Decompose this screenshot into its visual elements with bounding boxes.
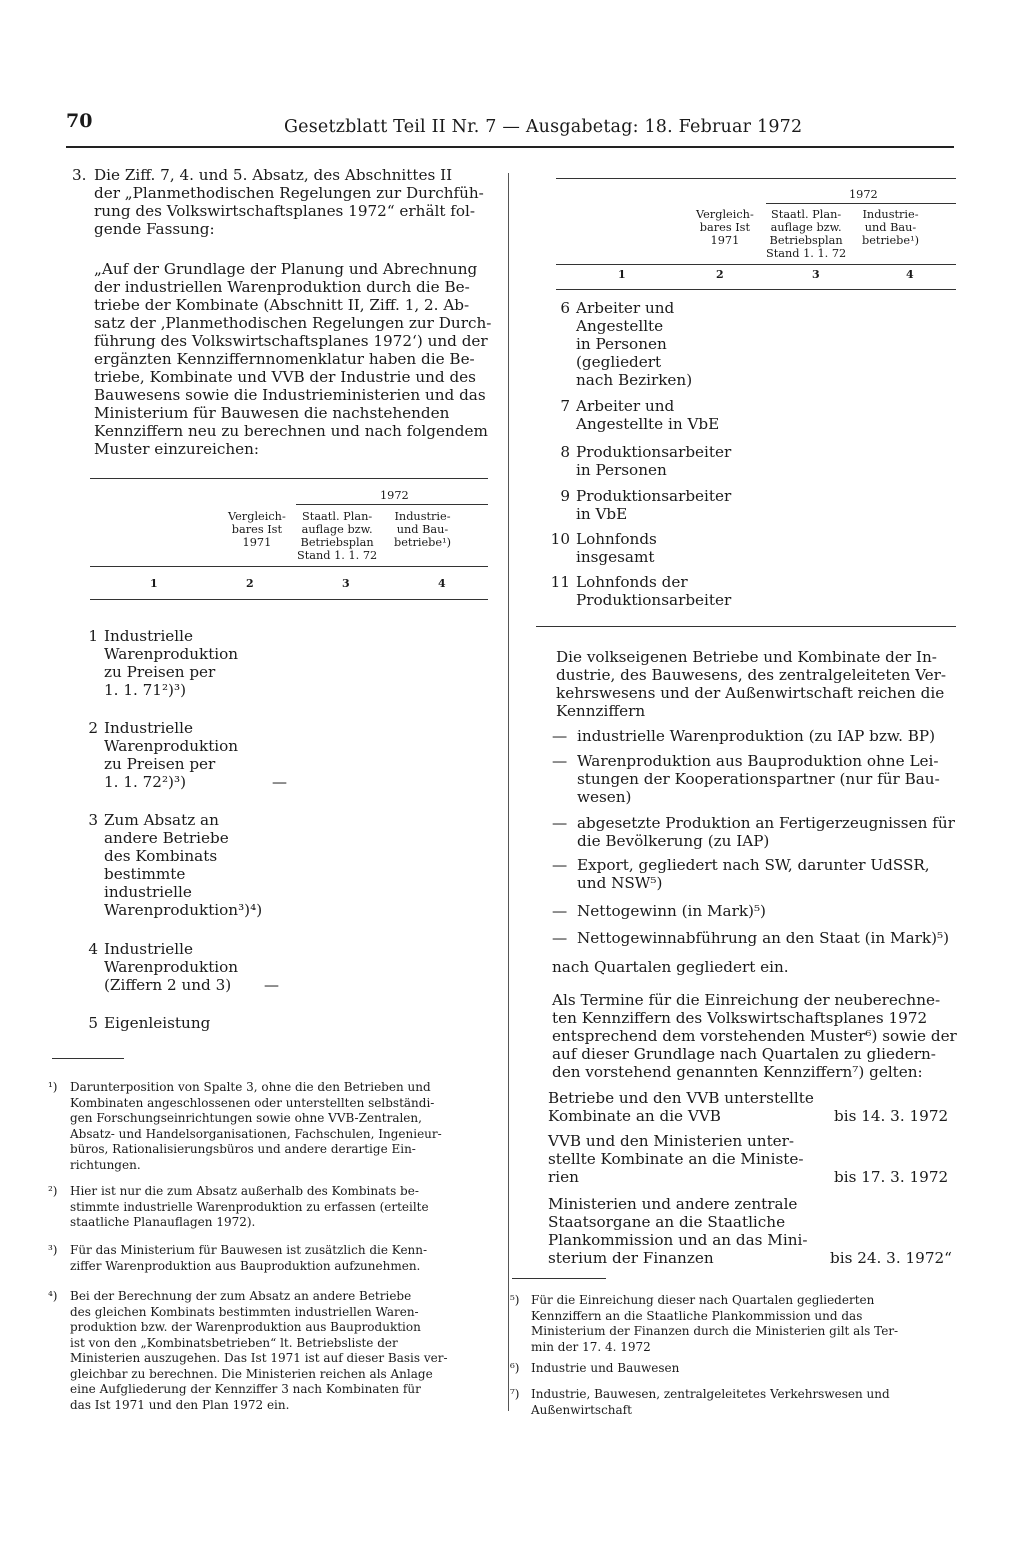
footnote-mark: ⁶) (510, 1361, 520, 1375)
intro-line: Die Ziff. 7, 4. und 5. Absatz, des Abschnittes II (94, 166, 453, 184)
footnote-mark: ¹) (48, 1080, 58, 1094)
row-label-line: (gegliedert (576, 353, 662, 371)
col-head-line: und Bau- (396, 523, 449, 536)
footnote-mark: ²) (48, 1184, 58, 1198)
table-year: 1972 (380, 489, 409, 502)
row-label (104, 940, 238, 994)
footnote-line: Außenwirtschaft (531, 1402, 632, 1417)
row-label (576, 573, 731, 609)
col-head-line: auflage bzw. (301, 523, 373, 536)
quote-line: Bauwesens sowie die Industrieministerien und das (94, 386, 486, 404)
row-number: 3 (88, 811, 98, 829)
row-dash: — (264, 976, 279, 994)
r-table-mid-rule (556, 264, 956, 265)
footnote-mark: ⁴) (48, 1289, 58, 1303)
r-col-head-betriebe (862, 208, 919, 247)
footnote-line: büros, Rationalisierungsbüros und andere derartige Ein- (70, 1142, 416, 1156)
col-head-betriebe (394, 510, 451, 549)
row-label-line: (Ziffern 2 und 3) (104, 976, 232, 994)
column-number: 2 (246, 577, 254, 590)
deadline-line: Staatsorgane an die Staatliche (548, 1213, 786, 1231)
intro-line: rung des Volkswirtschaftsplanes 1972“ erhält fol- (94, 202, 476, 220)
deadline-line: Plankommission und an das Mini- (548, 1231, 808, 1249)
row-label-line: des Kombinats (104, 847, 218, 865)
bullet-dash: — (552, 902, 568, 920)
col-head-line: Industrie- (394, 510, 451, 523)
footnote-text (531, 1387, 945, 1418)
footnote-text (70, 1289, 482, 1413)
row-label (104, 627, 238, 699)
col-head-vergleich (228, 510, 286, 549)
row-label-line: Arbeiter und (576, 397, 675, 415)
row-label (576, 530, 657, 566)
footnote-line: Kennziffern an die Staatliche Plankommission und das (531, 1308, 863, 1323)
bullet-text (577, 727, 947, 745)
row-label-line: Eigenleistung (104, 1014, 211, 1032)
paragraph-line: Die volkseigenen Betriebe und Kombinate der In- (556, 648, 937, 666)
deadline-line: stellte Kombinate an die Ministe- (548, 1150, 804, 1168)
row-label-line: 1. 1. 71²)³) (104, 681, 186, 699)
intro-paragraph (94, 166, 494, 238)
paragraph-line: den vorstehend genannten Kennziffern⁷) gelten: (552, 1063, 923, 1081)
bullet-line: die Bevölkerung (zu IAP) (577, 832, 770, 850)
bullet-line: industrielle Warenproduktion (zu IAP bzw. BP) (577, 727, 936, 745)
row-label-line: industrielle (104, 883, 192, 901)
footnote-line: Für die Einreichung dieser nach Quartalen gegliederten (531, 1293, 875, 1307)
row-label-line: Lohnfonds (576, 530, 657, 548)
bullet-text (577, 814, 955, 850)
column-divider (508, 173, 509, 1411)
footnote-line: eine Aufgliederung der Kennziffer 3 nach Kombinaten für (70, 1382, 421, 1396)
table-sub-rule (90, 599, 488, 600)
col-head-line: Stand 1. 1. 72 (297, 549, 378, 562)
row-label-line: Produktionsarbeiter (576, 591, 732, 609)
footnote-rule (52, 1058, 124, 1059)
footnote-line: gen Forschungseinrichtungen sowie ohne VVB-Zentralen, (70, 1111, 422, 1125)
footnote-mark: ³) (48, 1243, 58, 1257)
bullet-text (577, 856, 947, 892)
r-table-year: 1972 (849, 188, 878, 201)
row-number: 10 (550, 530, 570, 548)
footnote-line: Ministerium der Finanzen durch die Ministerien gilt als Ter- (531, 1324, 899, 1338)
footnote-line: das Ist 1971 und den Plan 1972 ein. (70, 1397, 290, 1412)
bullet-line: Export, gegliedert nach SW, darunter UdSSR, (577, 856, 930, 874)
row-label-line: in Personen (576, 461, 667, 479)
row-label (576, 443, 731, 479)
row-label (104, 811, 262, 919)
quote-line: ergänzten Kennziffernnomenklatur haben die Be- (94, 350, 475, 368)
col-head-line: 1971 (242, 536, 272, 549)
row-label-line: Produktionsarbeiter (576, 443, 732, 461)
footnote-line: Kombinaten angeschlossenen oder unterstellten selbständi- (70, 1095, 435, 1110)
row-label-line: andere Betriebe (104, 829, 229, 847)
bullet-line: Nettogewinn (in Mark)⁵) (577, 902, 766, 920)
column-number: 4 (438, 577, 446, 590)
paragraph-line: Als Termine für die Einreichung der neuberechne- (552, 991, 941, 1009)
footnote-line: ziffer Warenproduktion aus Bauproduktion aufzunehmen. (70, 1258, 421, 1273)
column-number: 3 (812, 268, 820, 281)
table-top-rule (90, 478, 488, 479)
r-col-head-plan (766, 208, 846, 260)
footnote-mark: ⁷) (510, 1387, 520, 1401)
row-label-line: in Personen (576, 335, 667, 353)
paragraph-termine (552, 991, 957, 1081)
quote-line: satz der ‚Planmethodischen Regelungen zur Durch- (94, 314, 492, 332)
paragraph-kennziffern (556, 648, 950, 720)
bullet-text (577, 929, 950, 947)
bullet-line: Warenproduktion aus Bauproduktion ohne Lei- (577, 752, 939, 770)
footnote-line: staatliche Planauflagen 1972). (70, 1215, 256, 1229)
col-head-line: betriebe¹) (394, 536, 452, 549)
row-number: 6 (560, 299, 570, 317)
deadline-date: bis 14. 3. 1972 (834, 1107, 949, 1125)
deadline-text (548, 1132, 803, 1186)
col-head-line: Vergleich- (228, 510, 286, 523)
row-label (576, 397, 719, 433)
col-head-line: betriebe¹) (862, 234, 920, 247)
quote-line: Muster einzureichen: (94, 440, 259, 458)
quote-line: führung des Volkswirtschaftsplanes 1972‘) und der (94, 332, 488, 350)
row-label-line: nach Bezirken) (576, 371, 693, 389)
col-head-line: und Bau- (864, 221, 917, 234)
footnote-line: Ministerien auszugehen. Das Ist 1971 ist auf dieser Basis ver- (70, 1351, 448, 1365)
quote-line: Ministerium für Bauwesen die nachstehenden (94, 404, 450, 422)
column-number: 1 (618, 268, 626, 281)
row-label (104, 719, 238, 791)
deadline-line: rien (548, 1168, 579, 1186)
row-label-line: Warenproduktion (104, 737, 239, 755)
col-head-line: 1971 (710, 234, 740, 247)
row-number: 2 (88, 719, 98, 737)
r-footnote-rule (512, 1278, 606, 1279)
bullet-dash: — (552, 727, 568, 745)
quote-paragraph (94, 260, 494, 458)
col-head-line: Betriebsplan (300, 536, 374, 549)
col-head-line: Staatl. Plan- (771, 208, 842, 221)
footnote-text (531, 1293, 945, 1355)
r-table-top-rule (556, 178, 956, 179)
row-label-line: Zum Absatz an (104, 811, 219, 829)
intro-number: 3. (72, 166, 87, 184)
deadline-line: Ministerien und andere zentrale (548, 1195, 798, 1213)
row-label-line: Warenproduktion (104, 645, 239, 663)
deadline-text (548, 1089, 814, 1125)
col-head-line: Industrie- (862, 208, 919, 221)
col-head-line: Stand 1. 1. 72 (766, 247, 847, 260)
paragraph-line: auf dieser Grundlage nach Quartalen zu gliedern- (552, 1045, 936, 1063)
row-dash: — (272, 773, 287, 791)
row-label (104, 1014, 210, 1032)
row-label-line: Industrielle (104, 627, 193, 645)
footnote-line: Industrie und Bauwesen (531, 1361, 680, 1375)
footnote-text (70, 1080, 482, 1173)
row-label-line: Industrielle (104, 719, 193, 737)
deadline-line: Kombinate an die VVB (548, 1107, 721, 1125)
r-col-head-vergleich (696, 208, 754, 247)
quote-line: Kennziffern neu zu berechnen und nach folgendem (94, 422, 488, 440)
r-table-bottom-rule (536, 626, 956, 627)
col-head-line: Vergleich- (696, 208, 754, 221)
row-label-line: zu Preisen per (104, 755, 216, 773)
footnote-text (70, 1184, 482, 1231)
deadline-line: Betriebe und den VVB unterstellte (548, 1089, 814, 1107)
quote-line: triebe der Kombinate (Abschnitt II, Ziff. 1, 2. Ab- (94, 296, 470, 314)
row-number: 11 (550, 573, 570, 591)
deadline-text (548, 1195, 807, 1267)
bullet-dash: — (552, 856, 568, 874)
row-label-line: in VbE (576, 505, 628, 523)
deadline-date: bis 24. 3. 1972“ (830, 1249, 952, 1267)
intro-line: der „Planmethodischen Regelungen zur Durchfüh- (94, 184, 484, 202)
col-head-plan (297, 510, 377, 562)
bullet-dash: — (552, 814, 568, 832)
footnote-line: Industrie, Bauwesen, zentralgeleitetes Verkehrswesen und (531, 1387, 890, 1401)
col-head-line: bares Ist (699, 221, 751, 234)
r-year-rule (766, 203, 956, 204)
r-table-sub-rule (556, 289, 956, 290)
footnote-line: Hier ist nur die zum Absatz außerhalb des Kombinats be- (70, 1184, 419, 1198)
row-label-line: insgesamt (576, 548, 655, 566)
footnote-line: des gleichen Kombinats bestimmten industriellen Waren- (70, 1304, 419, 1319)
column-number: 4 (906, 268, 914, 281)
row-number: 9 (560, 487, 570, 505)
row-label-line: Industrielle (104, 940, 193, 958)
bullet-text (577, 902, 947, 920)
paragraph-end: nach Quartalen gegliedert ein. (552, 958, 789, 976)
col-head-line: auflage bzw. (770, 221, 842, 234)
row-label-line: Warenproduktion (104, 958, 239, 976)
row-label (576, 487, 731, 523)
footnote-line: Absatz- und Handelsorganisationen, Fachschulen, Ingenieur- (70, 1126, 442, 1141)
intro-line: gende Fassung: (94, 220, 215, 238)
bullet-line: stungen der Kooperationspartner (nur für Bau- (577, 770, 940, 788)
footnote-line: min der 17. 4. 1972 (531, 1339, 651, 1354)
footnote-line: Bei der Berechnung der zum Absatz an andere Betriebe (70, 1289, 412, 1303)
year-rule (296, 504, 488, 505)
column-number: 1 (150, 577, 158, 590)
header-rule (66, 146, 954, 148)
row-label-line: Lohnfonds der (576, 573, 688, 591)
quote-line: der industriellen Warenproduktion durch die Be- (94, 278, 470, 296)
bullet-line: und NSW⁵) (577, 874, 663, 892)
paragraph-line: ten Kennziffern des Volkswirtschaftsplanes 1972 (552, 1009, 928, 1027)
deadline-line: VVB und den Ministerien unter- (548, 1132, 795, 1150)
footnote-line: gleichbar zu berechnen. Die Ministerien reichen als Anlage (70, 1366, 433, 1381)
footnote-line: ist von den „Kombinatsbetrieben“ lt. Betriebsliste der (70, 1335, 398, 1350)
deadline-line: sterium der Finanzen (548, 1249, 714, 1267)
footnote-text (70, 1243, 482, 1274)
page-title: Gesetzblatt Teil II Nr. 7 — Ausgabetag: 18. Februar 1972 (284, 117, 803, 137)
deadline-date: bis 17. 3. 1972 (834, 1168, 949, 1186)
bullet-dash: — (552, 929, 568, 947)
row-label-line: Arbeiter und (576, 299, 675, 317)
footnote-line: stimmte industrielle Warenproduktion zu erfassen (erteilte (70, 1199, 429, 1214)
col-head-line: bares Ist (231, 523, 283, 536)
bullet-line: Nettogewinnabführung an den Staat (in Mark)⁵) (577, 929, 950, 947)
row-number: 7 (560, 397, 570, 415)
paragraph-line: dustrie, des Bauwesens, des zentralgeleiteten Ver- (556, 666, 947, 684)
footnote-mark: ⁵) (510, 1293, 520, 1307)
quote-line: „Auf der Grundlage der Planung und Abrechnung (94, 260, 478, 278)
bullet-text (577, 752, 947, 806)
paragraph-line: entsprechend dem vorstehenden Muster⁶) sowie der (552, 1027, 957, 1045)
column-number: 2 (716, 268, 724, 281)
row-label-line: Warenproduktion³)⁴) (104, 901, 263, 919)
footnote-text (531, 1361, 945, 1377)
bullet-line: abgesetzte Produktion an Fertigerzeugnissen für (577, 814, 955, 832)
paragraph-line: Kennziffern (556, 702, 646, 720)
paragraph-line: kehrswesens und der Außenwirtschaft reichen die (556, 684, 945, 702)
row-label-line: bestimmte (104, 865, 186, 883)
col-head-line: Staatl. Plan- (302, 510, 373, 523)
column-number: 3 (342, 577, 350, 590)
row-number: 5 (88, 1014, 98, 1032)
row-number: 4 (88, 940, 98, 958)
col-head-line: Betriebsplan (769, 234, 843, 247)
row-label-line: Angestellte in VbE (576, 415, 720, 433)
row-label-line: Angestellte (576, 317, 664, 335)
quote-line: triebe, Kombinate und VVB der Industrie und des (94, 368, 476, 386)
bullet-dash: — (552, 752, 568, 770)
row-label-line: Produktionsarbeiter (576, 487, 732, 505)
table-mid-rule (90, 566, 488, 567)
row-number: 1 (88, 627, 98, 645)
row-label-line: 1. 1. 72²)³) (104, 773, 186, 791)
footnote-line: Für das Ministerium für Bauwesen ist zusätzlich die Kenn- (70, 1243, 428, 1257)
row-number: 8 (560, 443, 570, 461)
bullet-line: wesen) (577, 788, 632, 806)
row-label (576, 299, 692, 389)
row-label-line: zu Preisen per (104, 663, 216, 681)
page-number: 70 (66, 110, 93, 132)
footnote-line: produktion bzw. der Warenproduktion aus Bauproduktion (70, 1320, 421, 1334)
footnote-line: richtungen. (70, 1157, 141, 1172)
footnote-line: Darunterposition von Spalte 3, ohne die den Betrieben und (70, 1080, 431, 1094)
